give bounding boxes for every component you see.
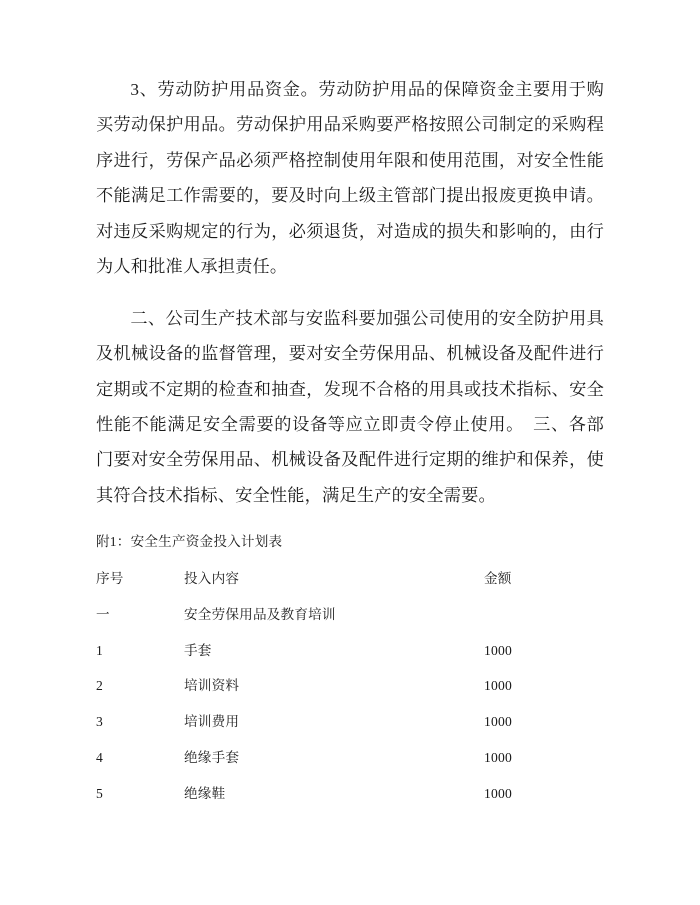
- cell-no: 5: [96, 785, 103, 801]
- header-amount: 金额: [484, 571, 512, 587]
- cell-item: 培训资料: [184, 678, 240, 694]
- cell-amount: 1000: [484, 785, 512, 801]
- cell-amount: 1000: [484, 642, 512, 658]
- table-header-row: [96, 561, 604, 597]
- attachment-title: 附1：安全生产资金投入计划表: [96, 534, 283, 550]
- cell-amount: [484, 597, 604, 633]
- table-row: [96, 668, 604, 704]
- cell-amount: 1000: [484, 714, 512, 730]
- cell-no: 2: [96, 678, 103, 694]
- cell-no: 一: [96, 606, 110, 622]
- cell-amount: 1000: [484, 678, 512, 694]
- table-row: [96, 704, 604, 740]
- paragraph-2: 二、公司生产技术部与安监科要加强公司使用的安全防护用具及机械设备的监督管理，要对安全劳保用品、机械设备及配件进行定期或不定期的检查和抽查，发现不合格的用具或技术指标、安全性能不能满足安全需要的设备等应立即责令停止使用。 三、各部门要对安全劳保用品、机械设备及配件进行定期的维护和保养，使其符合技术指标、安全性能，满足生产的安全需要。: [96, 308, 604, 505]
- cell-item: 手套: [184, 642, 212, 658]
- safety-fund-table: [96, 561, 604, 811]
- cell-item: 安全劳保用品及教育培训: [184, 606, 336, 622]
- table-row: [96, 776, 604, 812]
- table-row: [96, 597, 604, 633]
- cell-item: 培训费用: [184, 714, 240, 730]
- header-no: 序号: [96, 571, 124, 587]
- header-item: 投入内容: [184, 571, 240, 587]
- paragraph-1: 3、劳动防护用品资金。劳动防护用品的保障资金主要用于购买劳动保护用品。劳动保护用品采购要严格按照公司制定的采购程序进行，劳保产品必须严格控制使用年限和使用范围，对安全性能不能满足工作需要的，要及时向上级主管部门提出报废更换申请。对违反采购规定的行为，必须退货，对造成的损失和影响的，由行为人和批准人承担责任。: [96, 80, 604, 277]
- cell-no: 3: [96, 714, 103, 730]
- cell-no: 1: [96, 642, 103, 658]
- cell-item: 绝缘手套: [184, 749, 240, 765]
- cell-no: 4: [96, 749, 103, 765]
- table-row: [96, 633, 604, 669]
- cell-amount: 1000: [484, 749, 512, 765]
- cell-item: 绝缘鞋: [184, 785, 226, 801]
- table-row: [96, 740, 604, 776]
